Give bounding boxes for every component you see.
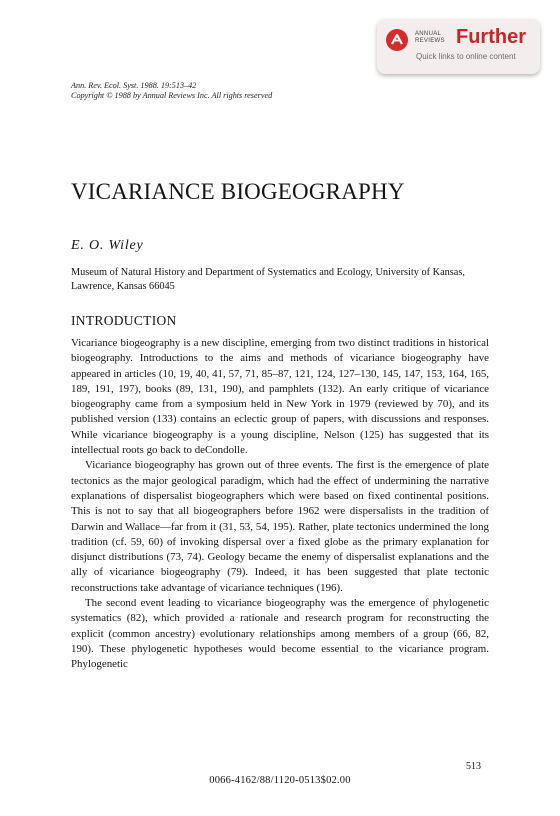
annual-reviews-wordmark — [415, 31, 455, 45]
body-paragraph-2: Vicariance biogeography has grown out of three events. The first is the emergence of plate tectonics as the major geological paradigm, which had the effect of undermining the narrative explanations of dispersalist biogeographers which were based on fixed continental positions. This is not to say that all biogeographers before 1962 were dispersalists in the tradition of Darwin and Wallace—far from it (31, 53, 54, 195). Rather, plate tectonics undermined the long tradition (cf. 59, 60) of invoking dispersal over a fixed globe as the primary explanation for disjunct distributions (73, 74). Geology became the enemy of dispersalist explanations and the ally of vicariance biogeography (79). Indeed, it has been suggested that plate tectonic reconstructions take advantage of vicariance techniques (196). — [71, 459, 489, 594]
further-tagline[interactable]: Quick links to online content — [416, 52, 516, 61]
page-number: 513 — [466, 761, 481, 772]
body-paragraph-1: Vicariance biogeography is a new discipline, emerging from two distinct traditions in historical biogeography. Introductions to the aims and methods of vicariance biogeography have appeared in articles (10, 19, 40, 41, 57, 71, 85–87, 121, 124, 127–130, 145, 147, 153, 164, 165, 189, 191, 197), books (89, 131, 190), and pamphlets (132). An early critique of vicariance biogeography came from a symposium held in New York in 1979 (reviewed by 70), and its published version (133) contains an eclectic group of papers, with discussions and responses. While vicariance biogeography is a young discipline, Nelson (125) has suggested that its intellectual roots go back to deCondolle. — [71, 337, 489, 457]
author-affiliation: Museum of Natural History and Department of Systematics and Ecology, University of Kansas, Lawrence, Kansas 66045 — [71, 267, 465, 292]
brand-line-annual: ANNUAL — [415, 31, 442, 37]
further-badge[interactable] — [377, 19, 540, 74]
further-label[interactable]: Further — [456, 26, 526, 48]
journal-info — [71, 81, 272, 100]
author-name: E. O. Wiley — [71, 238, 144, 253]
journal-citation: Ann. Rev. Ecol. Syst. 1988. 19:513–42 — [71, 81, 197, 90]
annual-reviews-logo-icon — [386, 29, 408, 51]
article-title: VICARIANCE BIOGEOGRAPHY — [71, 179, 405, 204]
body-paragraph-3: The second event leading to vicariance biogeography was the emergence of phylogenetic systematics (82), which provided a rationale and research program for reconstructing the explicit (common ancestry) evolutionary relationships among members of a group (66, 82, 190). These phylogenetic hypotheses would become essential to the vicariance program. Phylogenetic — [71, 597, 489, 671]
copyright-line: Copyright © 1988 by Annual Reviews Inc. All rights reserved — [71, 90, 273, 100]
section-heading: INTRODUCTION — [71, 313, 177, 328]
price-code: 0066-4162/88/1120-0513$02.00 — [209, 775, 351, 786]
brand-line-reviews: REVIEWS — [415, 38, 445, 44]
article-body — [71, 336, 489, 673]
